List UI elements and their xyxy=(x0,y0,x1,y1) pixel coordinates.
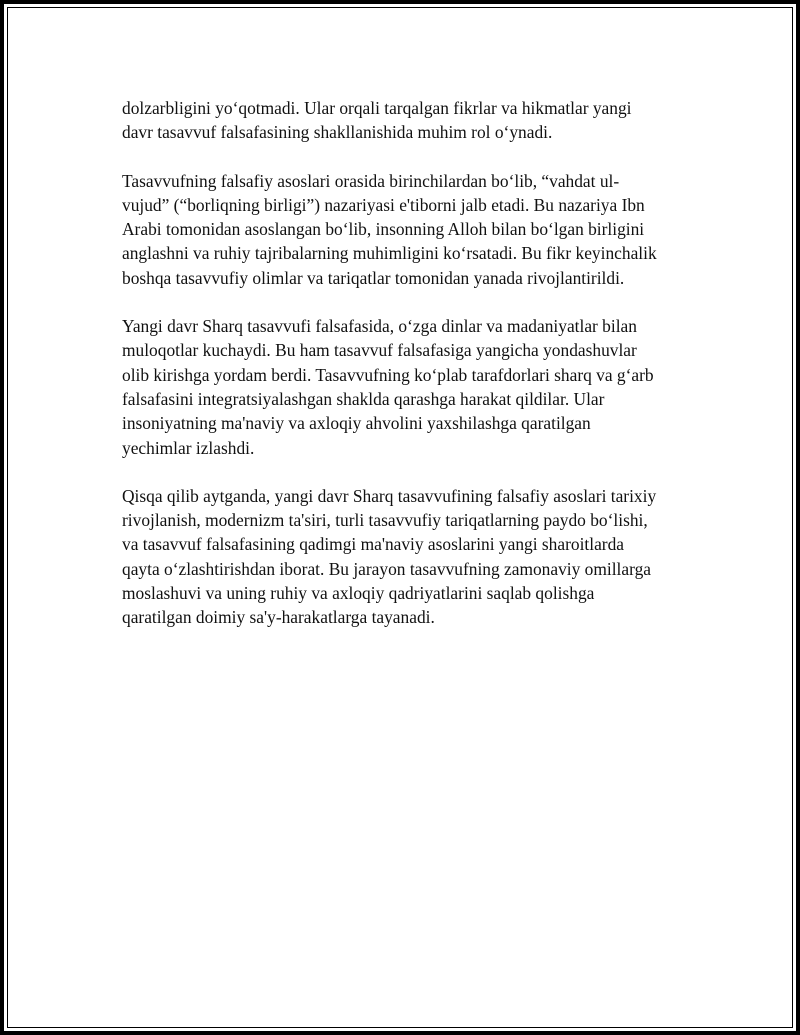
text-line: Qisqa qilib aytganda, yangi davr Sharq tasavvufining falsafiy asoslari tarixiy xyxy=(122,485,657,506)
paragraph-1 xyxy=(122,96,682,145)
paragraph-2 xyxy=(122,169,682,290)
text-line: yechimlar izlashdi. xyxy=(122,437,255,458)
paragraph-4 xyxy=(122,484,682,630)
text-line: boshqa tasavvufiy olimlar va tariqatlar tomonidan yanada rivojlantirildi. xyxy=(122,267,625,288)
text-line: moslashuvi va uning ruhiy va axloqiy qadriyatlarini saqlab qolishga xyxy=(122,583,595,604)
text-line: muloqotlar kuchaydi. Bu ham tasavvuf falsafasiga yangicha yondashuvlar xyxy=(122,340,637,361)
text-line: Tasavvufning falsafiy asoslari orasida birinchilardan bo‘lib, “vahdat ul- xyxy=(122,170,620,191)
text-line: Yangi davr Sharq tasavvufi falsafasida, o‘zga dinlar va madaniyatlar bilan xyxy=(122,316,637,337)
text-line: rivojlanish, modernizm ta'siri, turli tasavvufiy tariqatlarning paydo bo‘lishi, xyxy=(122,510,648,531)
text-line: falsafasini integratsiyalashgan shaklda qarashga harakat qildilar. Ular xyxy=(122,388,605,409)
text-line: davr tasavvuf falsafasining shakllanishida muhim rol o‘ynadi. xyxy=(122,122,553,143)
text-line: olib kirishga yordam berdi. Tasavvufning ko‘plab tarafdorlari sharq va g‘arb xyxy=(122,364,654,385)
paragraph-3 xyxy=(122,314,682,460)
text-line: qaratilgan doimiy sa'y-harakatlarga tayanadi. xyxy=(122,607,435,628)
text-line: Arabi tomonidan asoslangan bo‘lib, insonning Alloh bilan bo‘lgan birligini xyxy=(122,219,645,240)
text-line: dolzarbligini yo‘qotmadi. Ular orqali tarqalgan fikrlar va hikmatlar yangi xyxy=(122,98,632,118)
text-line: vujud” (“borliqning birligi”) nazariyasi e'tiborni jalb etadi. Bu nazariya Ibn xyxy=(122,194,645,215)
text-line: anglashni va ruhiy tajribalarning muhimligini ko‘rsatadi. Bu fikr keyinchalik xyxy=(122,243,657,264)
text-line: va tasavvuf falsafasining qadimgi ma'naviy asoslarini yangi sharoitlarda xyxy=(122,534,625,555)
text-line: qayta o‘zlashtirishdan iborat. Bu jarayon tasavvufning zamonaviy omillarga xyxy=(122,558,651,579)
text-line: insoniyatning ma'naviy va axloqiy ahvolini yaxshilashga qaratilgan xyxy=(122,413,591,434)
document-body xyxy=(122,96,682,654)
